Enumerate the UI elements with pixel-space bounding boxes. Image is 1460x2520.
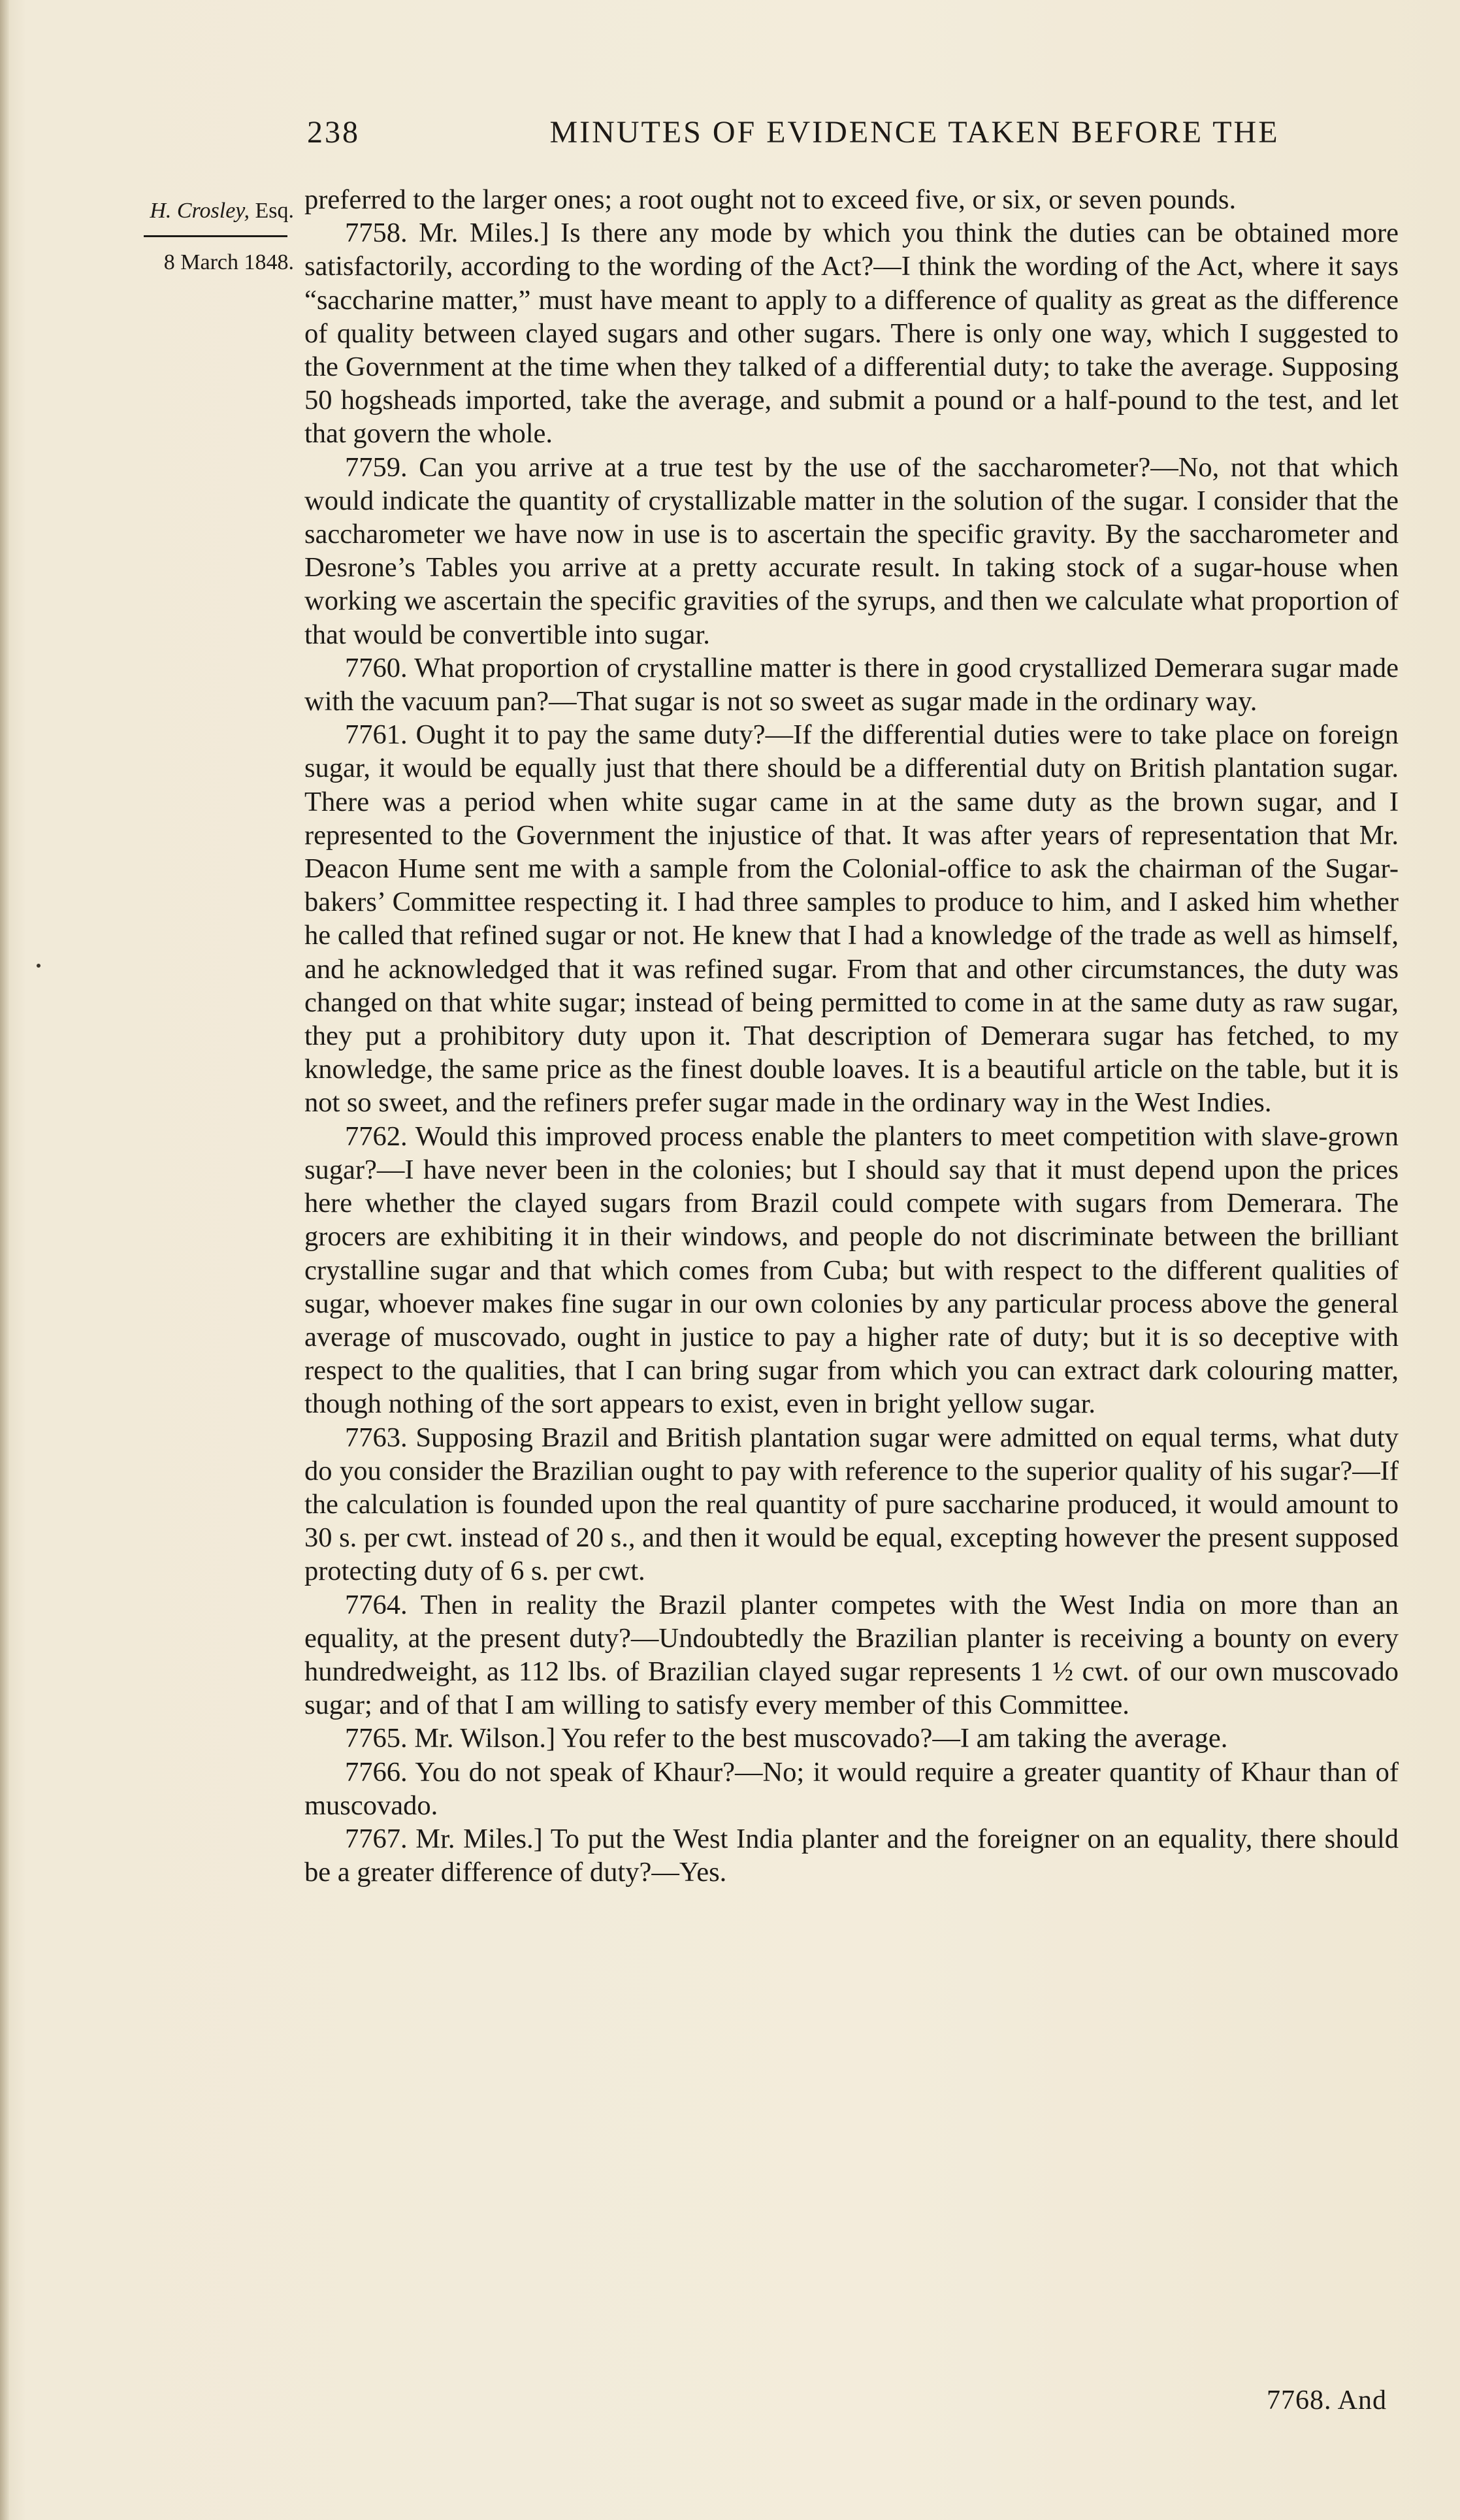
paragraph-text: What proportion of crystalline matter is there in good crystallized Demerara sugar made with the vacuum pan?—That sugar is not so sweet as sugar made in the ordinary way. bbox=[304, 652, 1399, 717]
margin-rule bbox=[144, 235, 287, 237]
paragraph-text: Supposing Brazil and British plantation sugar were admitted on equal terms, what duty do you consider the Brazilian ought to pay with reference to the superior quality of his sugar?—If the calculation is founded upon the real quantity of pure saccharine produced, it would amount to 30 s. per cwt. instead of 20 s., and then it would be equal, excepting however the present supposed protecting duty of 6 s. per cwt. bbox=[304, 1422, 1399, 1587]
paragraph-text: You do not speak of Khaur?—No; it would require a greater quantity of Khaur than of muscovado. bbox=[304, 1756, 1399, 1821]
binding-edge bbox=[0, 0, 9, 2520]
evidence-paragraph bbox=[304, 216, 1399, 450]
questioner-name: Mr. Miles.] bbox=[419, 218, 549, 249]
evidence-paragraph bbox=[304, 1722, 1399, 1755]
questioner-name: Mr. Wilson.] bbox=[414, 1723, 556, 1754]
evidence-paragraph bbox=[304, 1756, 1399, 1822]
evidence-paragraph bbox=[304, 1120, 1399, 1421]
question-number: 7765. bbox=[345, 1723, 408, 1754]
paragraph-text: To put the West India planter and the foreigner on an equality, there should be a greater difference of duty?—Yes. bbox=[304, 1823, 1399, 1888]
questioner-name: Mr. Miles.] bbox=[415, 1823, 543, 1854]
evidence-text bbox=[304, 183, 1399, 1889]
paragraph-text: Is there any mode by which you think the duties can be obtained more satisfactorily, according to the wording of the Act?—I think the wording of the Act, where it says “saccharine matter,” must have meant to apply to a difference of quality as great as the difference of quality between clayed sugars and other sugars. There is only one way, which I suggested to the Government at the time when they talked of a differential duty; to take the average. Supposing 50 hogsheads imported, take the average, and submit a pound or a half-pound to the test, and let that govern the whole. bbox=[304, 218, 1399, 450]
page-header bbox=[307, 114, 1391, 150]
evidence-date: 8 March 1848. bbox=[163, 250, 294, 274]
paragraph-text: Can you arrive at a true test by the use of the saccharometer?—No, not that which would indicate the quantity of crystallizable matter in the solution of the sugar. I consider that the saccharometer we have now in use is to ascertain the specific gravity. By the saccharometer and Desrone’s Tables you arrive at a pretty accurate result. In taking stock of a sugar-house when working we ascertain the specific gravities of the syrups, and then we calculate what proportion of that would be convertible into sugar. bbox=[304, 451, 1399, 650]
paragraph-text: Ought it to pay the same duty?—If the differential duties were to take place on foreign sugar, it would be equally just that there should be a differential duty on British plantation sugar. There was a period when white sugar came in at the same duty as the brown sugar, and I represented to the Government the injustice of that. It was after years of representation that Mr. Deacon Hume sent me with a sample from the Colonial-office to ask the chairman of the Sugar-bakers’ Committee respecting it. I had three samples to produce to him, and I asked him whether he called that refined sugar or not. He knew that I had a knowledge of the trade as well as himself, and he acknowledged that it was refined sugar. From that and other circumstances, the duty was changed on that white sugar; instead of being permitted to come in at the same duty as raw sugar, they put a prohibitory duty upon it. That description of Demerara sugar has fetched, to my knowledge, the same price as the finest double loaves. It is a beautiful article on the table, but it is not so sweet, and the refiners prefer sugar made in the ordinary way in the West Indies. bbox=[304, 719, 1399, 1119]
running-title: MINUTES OF EVIDENCE TAKEN BEFORE THE bbox=[549, 115, 1280, 150]
evidence-paragraph bbox=[304, 651, 1399, 718]
margin-note bbox=[98, 195, 294, 279]
question-number: 7767. bbox=[345, 1823, 408, 1854]
witness-name: H. Crosley, Esq. bbox=[150, 199, 294, 223]
paragraph-text: preferred to the larger ones; a root ought not to exceed five, or six, or seven pounds. bbox=[304, 184, 1237, 215]
question-number: 7761. bbox=[345, 719, 408, 751]
catchword: 7768. And bbox=[1266, 2385, 1387, 2415]
evidence-paragraph bbox=[304, 451, 1399, 651]
evidence-paragraph bbox=[304, 718, 1399, 1119]
page-number: 238 bbox=[307, 115, 360, 150]
evidence-paragraph bbox=[304, 1822, 1399, 1889]
question-number: 7760. bbox=[345, 652, 408, 683]
paper-speck bbox=[37, 964, 41, 968]
question-number: 7763. bbox=[345, 1422, 408, 1453]
question-number: 7764. bbox=[345, 1589, 408, 1620]
evidence-paragraph bbox=[304, 1421, 1399, 1588]
question-number: 7766. bbox=[345, 1756, 408, 1788]
paragraph-text: Would this improved process enable the planters to meet competition with slave-grown sugar?—I have never been in the colonies; but I should say that it must depend upon the prices here whether the clayed sugars from Brazil could compete with sugars from Demerara. The grocers are exhibiting it in their windows, and people do not discriminate between the brilliant crystalline sugar and that which comes from Cuba; but with respect to the different qualities of sugar, whoever makes fine sugar in our own colonies by any particular process above the general average of muscovado, ought in justice to pay a higher rate of duty; but it is so deceptive with respect to the qualities, that I can bring sugar from which you can extract dark colouring matter, though nothing of the sort appears to exist, even in bright yellow sugar. bbox=[304, 1121, 1399, 1420]
evidence-paragraph bbox=[304, 183, 1399, 216]
question-number: 7759. bbox=[345, 451, 408, 483]
question-number: 7758. bbox=[345, 218, 408, 249]
question-number: 7762. bbox=[345, 1121, 408, 1152]
evidence-paragraph bbox=[304, 1588, 1399, 1722]
paragraph-text: Then in reality the Brazil planter competes with the West India on more than an equality, at the present duty?—Undoubtedly the Brazilian planter is receiving a bounty on every hundredweight, as 112 lbs. of Brazilian clayed sugar represents 1 ½ cwt. of our own muscovado sugar; and of that I am willing to satisfy every member of this Committee. bbox=[304, 1589, 1399, 1721]
paragraph-text: You refer to the best muscovado?—I am taking the average. bbox=[561, 1723, 1228, 1754]
